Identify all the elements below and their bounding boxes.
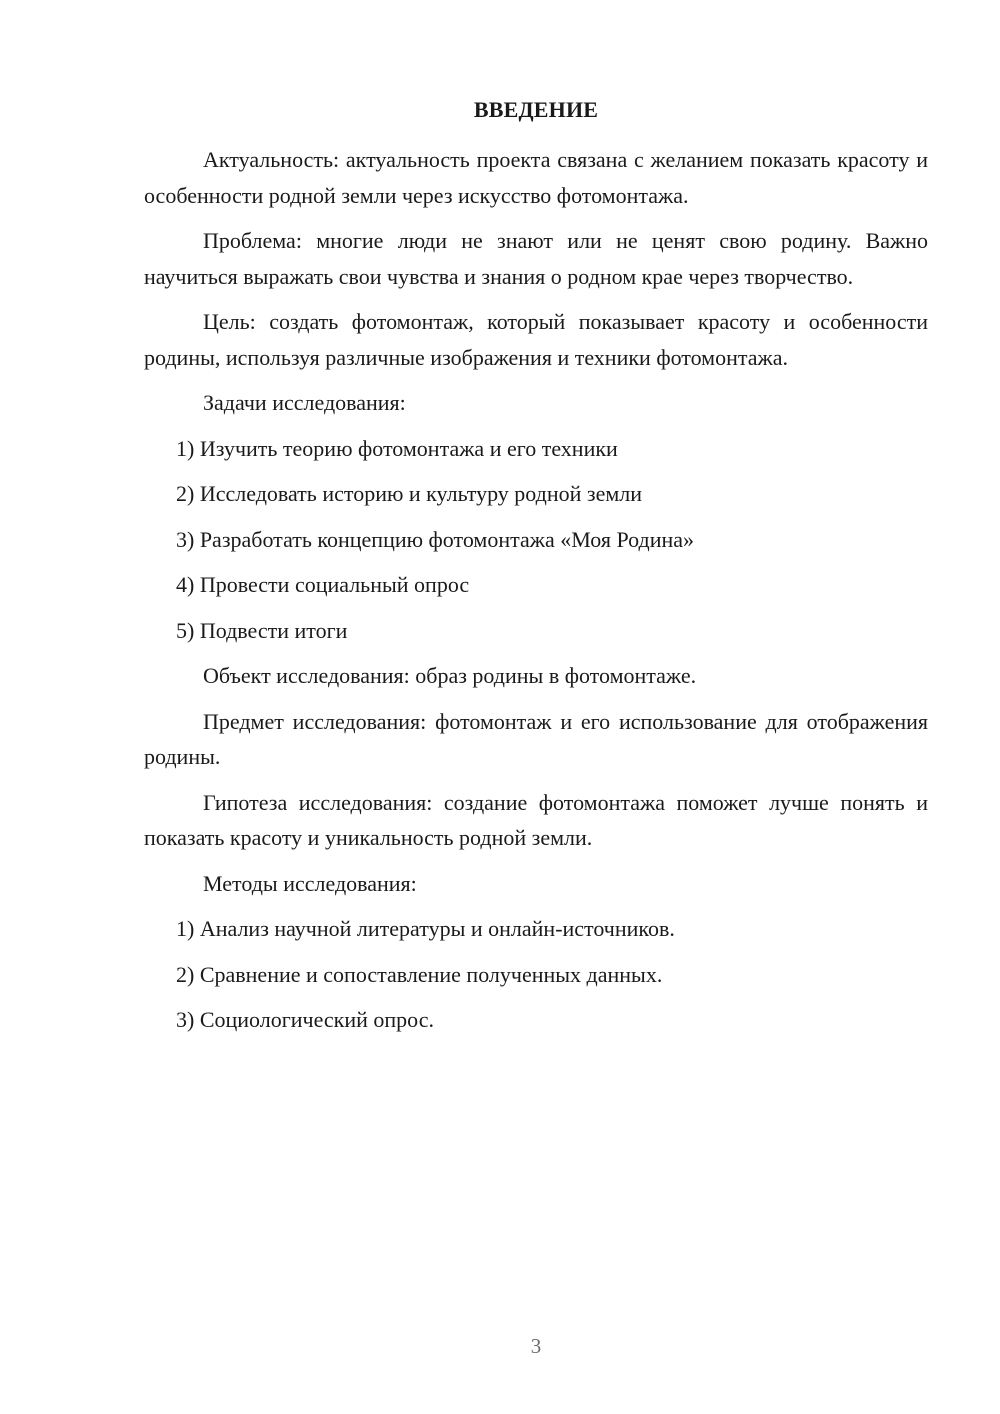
- page-number: 3: [530, 1334, 542, 1358]
- list-item: 3) Социологический опрос.: [176, 1007, 434, 1032]
- list-item: 5) Подвести итоги: [176, 617, 348, 643]
- list-item: 2) Исследовать историю и культуру родной земли: [176, 481, 643, 506]
- page-title: ВВЕДЕНИЕ: [473, 97, 599, 122]
- tasks-list: [144, 431, 928, 649]
- paragraph-hypothesis: Гипотеза исследования: создание фотомонтажа поможет лучше понять и показать красоту и уникальность родной земли.: [144, 789, 928, 850]
- methods-list: [144, 911, 928, 1038]
- list-item: 1) Изучить теорию фотомонтажа и его техники: [176, 435, 618, 461]
- tasks-heading: Задачи исследования:: [203, 390, 406, 415]
- list-item: 3) Разработать концепцию фотомонтажа «Моя Родина»: [176, 526, 694, 552]
- paragraph-goal: Цель: создать фотомонтаж, который показывает красоту и особенности родины, используя различные изображения и техники фотомонтажа.: [144, 309, 928, 370]
- paragraph-object: Объект исследования: образ родины в фотомонтаже.: [203, 663, 697, 688]
- document-body: [144, 142, 928, 1048]
- list-item: 2) Сравнение и сопоставление полученных данных.: [176, 961, 663, 987]
- paragraph-subject: Предмет исследования: фотомонтаж и его использование для отображения родины.: [144, 708, 928, 769]
- paragraph-problem: Проблема: многие люди не знают или не ценят свою родину. Важно научиться выражать свои чувства и знания о родном крае через творчество.: [144, 228, 928, 289]
- methods-heading: Методы исследования:: [203, 870, 417, 896]
- list-item: 4) Провести социальный опрос: [176, 572, 470, 597]
- list-item: 1) Анализ научной литературы и онлайн-источников.: [176, 916, 675, 941]
- paragraph-relevance: Актуальность: актуальность проекта связана с желанием показать красоту и особенности родной земли через искусство фотомонтажа.: [144, 147, 928, 208]
